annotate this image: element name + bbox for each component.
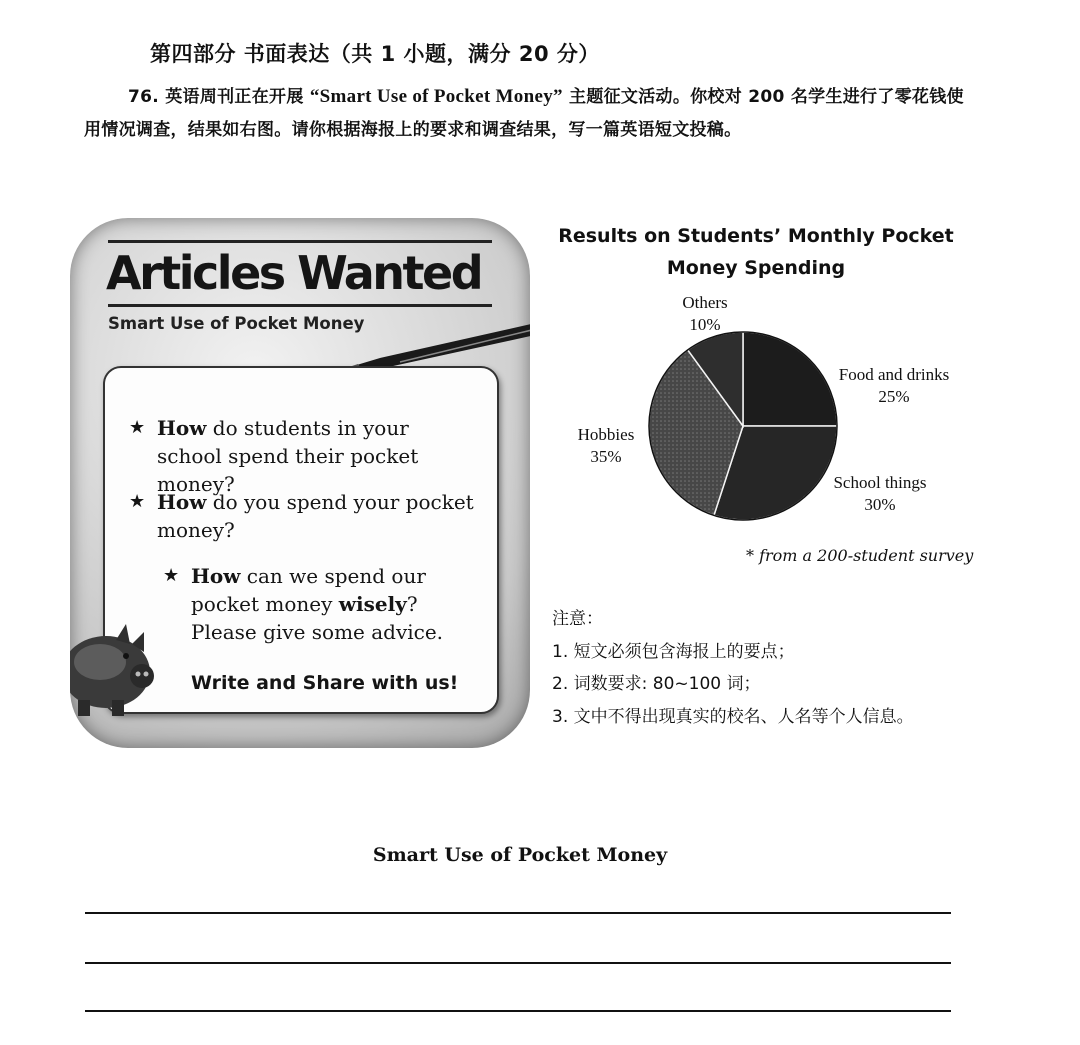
slice-percent: 30% xyxy=(864,495,896,514)
note-item-3: 3. 文中不得出现真实的校名、人名等个人信息。 xyxy=(552,706,914,727)
question-3-bold: wisely xyxy=(338,592,407,616)
prompt-text-before: 英语周刊正在开展 xyxy=(165,87,304,107)
question-2-lead: How xyxy=(157,490,207,514)
slice-label: Food and drinks xyxy=(838,365,950,384)
star-icon: ★ xyxy=(129,491,146,512)
articles-wanted-poster xyxy=(70,218,530,748)
pie-slice xyxy=(743,332,837,426)
slice-label: Others xyxy=(682,293,728,312)
notes-heading: 注意： xyxy=(552,609,603,629)
poster-top-rule xyxy=(108,240,492,243)
question-2-rest: do you spend your pocket money? xyxy=(157,490,474,542)
prompt-theme: “Smart Use of Pocket Money” xyxy=(309,86,563,107)
question-prompt xyxy=(84,80,964,147)
poster-mid-rule xyxy=(108,304,492,307)
chart-note: * from a 200-student survey xyxy=(746,546,974,565)
pie-chart xyxy=(540,280,970,540)
slice-percent: 25% xyxy=(878,387,910,406)
question-3-lead: How xyxy=(191,564,241,588)
poster-title: Articles Wanted xyxy=(106,246,482,300)
poster-question-3 xyxy=(163,562,483,646)
poster-cta: Write and Share with us! xyxy=(191,672,459,694)
piggy-bank-icon xyxy=(70,610,160,720)
question-number: 76. xyxy=(128,87,160,107)
note-item-2: 2. 词数要求: 80~100 词； xyxy=(552,674,761,694)
question-3-rest2: ? Please give some advice. xyxy=(191,592,444,644)
star-icon: ★ xyxy=(129,417,146,438)
star-icon: ★ xyxy=(163,565,180,586)
poster-card xyxy=(103,366,499,714)
slice-percent: 10% xyxy=(689,315,721,334)
writing-line xyxy=(85,962,951,964)
slice-label: Hobbies xyxy=(577,425,635,444)
note-item-1: 1. 短文必须包含海报上的要点； xyxy=(552,641,795,662)
poster-question-1 xyxy=(129,414,477,498)
chart-title: Results on Students’ Monthly Pocket Money Spending xyxy=(558,225,954,279)
notes xyxy=(552,603,962,733)
writing-line xyxy=(85,912,951,914)
writing-line xyxy=(85,1010,951,1012)
section-title: 第四部分 书面表达（共 1 小题，满分 20 分） xyxy=(150,42,600,66)
poster-subtitle: Smart Use of Pocket Money xyxy=(108,314,365,333)
question-1-rest: do students in your school spend their pocket money? xyxy=(157,416,419,496)
slice-label: School things xyxy=(833,473,927,492)
question-1-lead: How xyxy=(157,416,207,440)
slice-percent: 35% xyxy=(590,447,622,466)
poster-question-2 xyxy=(129,488,477,544)
prompt-text-after: 主题征文活动。你校对 200 名学生进行了零花钱使用情况调查，结果如右图。请你根据海报上的要求和调查结果，写一篇英语短文投稿。 xyxy=(84,87,964,140)
question-3-rest: can we spend our pocket money xyxy=(191,564,426,616)
essay-title: Smart Use of Pocket Money xyxy=(372,844,668,866)
